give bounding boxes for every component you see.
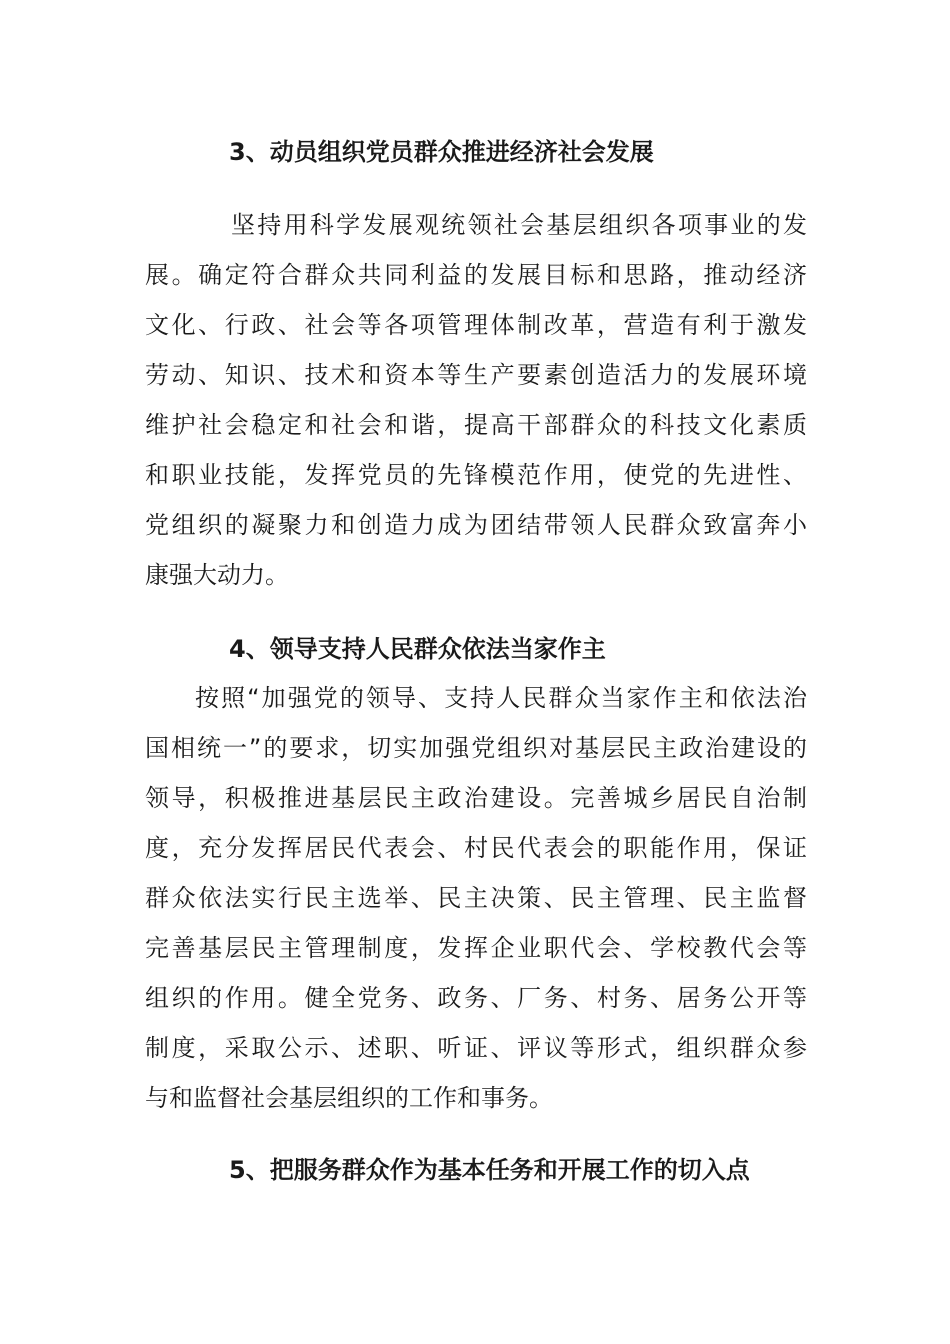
section-heading-3: 3、动员组织党员群众推进经济社会发展 [229, 138, 654, 166]
paragraph-line: 党组织的凝聚力和创造力成为团结带领人民群众致富奔小 [145, 511, 807, 539]
paragraph-line: 劳动、知识、技术和资本等生产要素创造活力的发展环境 [145, 361, 807, 389]
paragraph-line: 和职业技能，发挥党员的先锋模范作用，使党的先进性、 [145, 461, 807, 489]
paragraph-line: 展。确定符合群众共同利益的发展目标和思路，推动经济 [145, 261, 807, 289]
paragraph-line: 康强大动力。 [145, 561, 289, 589]
section-heading-5: 5、把服务群众作为基本任务和开展工作的切入点 [229, 1156, 750, 1184]
paragraph-line: 组织的作用。健全党务、政务、厂务、村务、居务公开等 [145, 984, 807, 1012]
paragraph-line: 完善基层民主管理制度，发挥企业职代会、学校教代会等 [145, 934, 807, 962]
paragraph-line: 维护社会稳定和社会和谐，提高干部群众的科技文化素质 [145, 411, 807, 439]
paragraph-line: 群众依法实行民主选举、民主决策、民主管理、民主监督 [145, 884, 807, 912]
section-paragraph-4 [145, 673, 807, 1123]
paragraph-line: 制度，采取公示、述职、听证、评议等形式，组织群众参 [145, 1034, 807, 1062]
section-paragraph-3 [145, 200, 807, 600]
paragraph-line: 与和监督社会基层组织的工作和事务。 [145, 1084, 553, 1112]
paragraph-line: 按照“加强党的领导、支持人民群众当家作主和依法治 [195, 684, 807, 712]
paragraph-line: 领导，积极推进基层民主政治建设。完善城乡居民自治制 [145, 784, 807, 812]
paragraph-line: 度，充分发挥居民代表会、村民代表会的职能作用，保证 [145, 834, 807, 862]
paragraph-line: 坚持用科学发展观统领社会基层组织各项事业的发 [231, 211, 807, 239]
paragraph-line: 国相统一”的要求，切实加强党组织对基层民主政治建设的 [145, 734, 807, 762]
section-heading-4: 4、领导支持人民群众依法当家作主 [229, 635, 606, 663]
paragraph-line: 文化、行政、社会等各项管理体制改革，营造有利于激发 [145, 311, 807, 339]
